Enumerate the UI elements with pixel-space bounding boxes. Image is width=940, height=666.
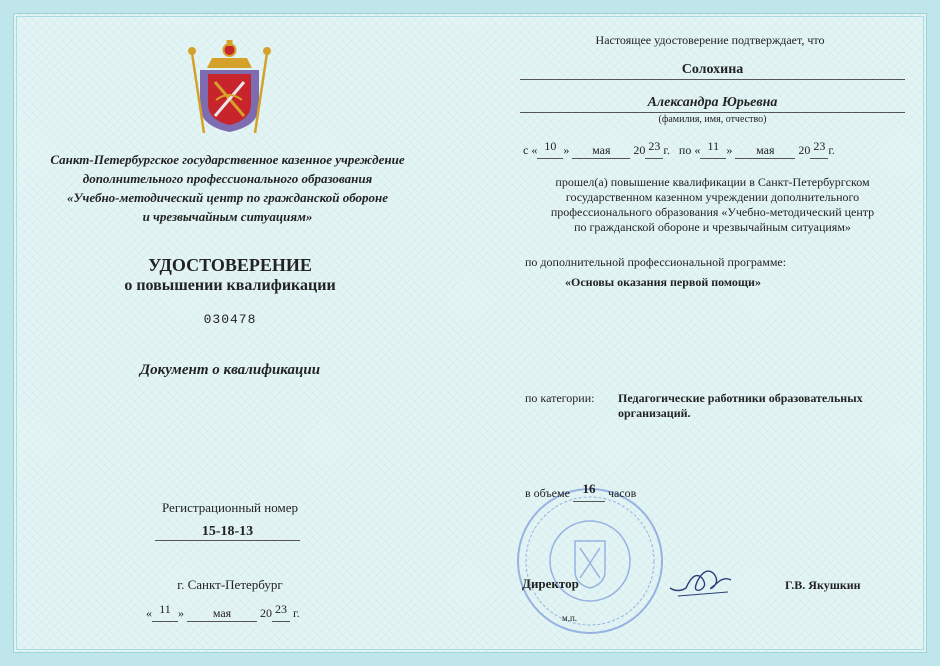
from-suffix: г. [663,143,670,157]
seal-place-label: м.п. [562,613,578,623]
from-label: с [523,143,529,157]
statement-line-3: профессионального образования «Учебно-методический центр [550,205,875,219]
issue-date-year: 23 [275,602,287,616]
saint-petersburg-crest-icon [182,38,277,138]
official-seal-icon [515,486,665,636]
to-day: 11 [707,139,720,153]
from-month: мая [572,143,630,159]
registration-label: Регистрационный номер [162,500,298,515]
document-type: Документ о квалификации [139,362,321,378]
category-line-2: организаций. [618,406,691,420]
issue-date-suffix: г. [293,606,300,620]
volume-unit: часов [607,486,637,500]
name-hint: (фамилия, имя, отчество) [658,114,767,125]
from-open-quote: « [531,143,538,157]
category-value [618,391,903,421]
from-day: 10 [544,139,557,153]
issue-date-day: 11 [159,602,171,616]
director-label: Директор [522,576,579,591]
issue-date-month: мая [187,606,257,622]
to-century: 20 [798,143,811,157]
to-suffix: г. [828,143,835,157]
intro-text: Настоящее удостоверение подтверждает, что [595,33,825,47]
statement-line-1: прошел(а) повышение квалификации в Санкт-Петербургском [555,175,870,189]
volume-row [525,481,637,502]
certificate-subtitle: о повышении квалификации [124,277,336,294]
qualification-statement [520,175,905,235]
statement-line-2: государственном казенном учреждении дополнительного [565,190,860,204]
category-line-1: Педагогические работники образовательных [618,391,863,405]
training-period [523,139,835,159]
statement-line-4: по гражданской обороне и чрезвычайным ситуациям» [574,220,851,234]
from-close-quote: » [563,143,570,157]
to-month: мая [735,143,795,159]
holder-surname: Солохина [520,62,905,80]
program-label: по дополнительной профессиональной программе: [525,255,787,269]
program-name: «Основы оказания первой помощи» [565,275,761,289]
category-label: по категории: [525,391,595,405]
holder-name: Александра Юрьевна [520,95,905,113]
volume-label: в объеме [525,486,570,500]
issue-date-open-quote: « [146,606,152,620]
from-year: 23 [648,139,661,153]
director-name: Г.В. Якушкин [785,578,861,592]
director-signature-icon [668,558,733,603]
to-close-quote: » [726,143,733,157]
issue-city: г. Санкт-Петербург [177,577,283,592]
issue-date [146,602,300,622]
org-line-4: и чрезвычайным ситуациям» [142,209,313,224]
to-label: по [678,143,692,157]
from-century: 20 [633,143,646,157]
issuing-organization [30,150,425,226]
org-line-3: «Учебно-методический центр по гражданской обороне [67,190,388,205]
org-line-1: Санкт-Петербургское государственное казенное учреждение [50,152,405,167]
volume-hours: 16 [582,481,596,496]
to-open-quote: « [694,143,701,157]
registration-number: 15-18-13 [155,524,300,541]
certificate-number: 030478 [203,312,257,327]
issue-date-close-quote: » [178,606,184,620]
certificate-title: УДОСТОВЕРЕНИЕ [148,255,312,275]
to-year: 23 [813,139,826,153]
issue-date-century: 20 [260,606,272,620]
org-line-2: дополнительного профессионального образования [82,171,373,186]
